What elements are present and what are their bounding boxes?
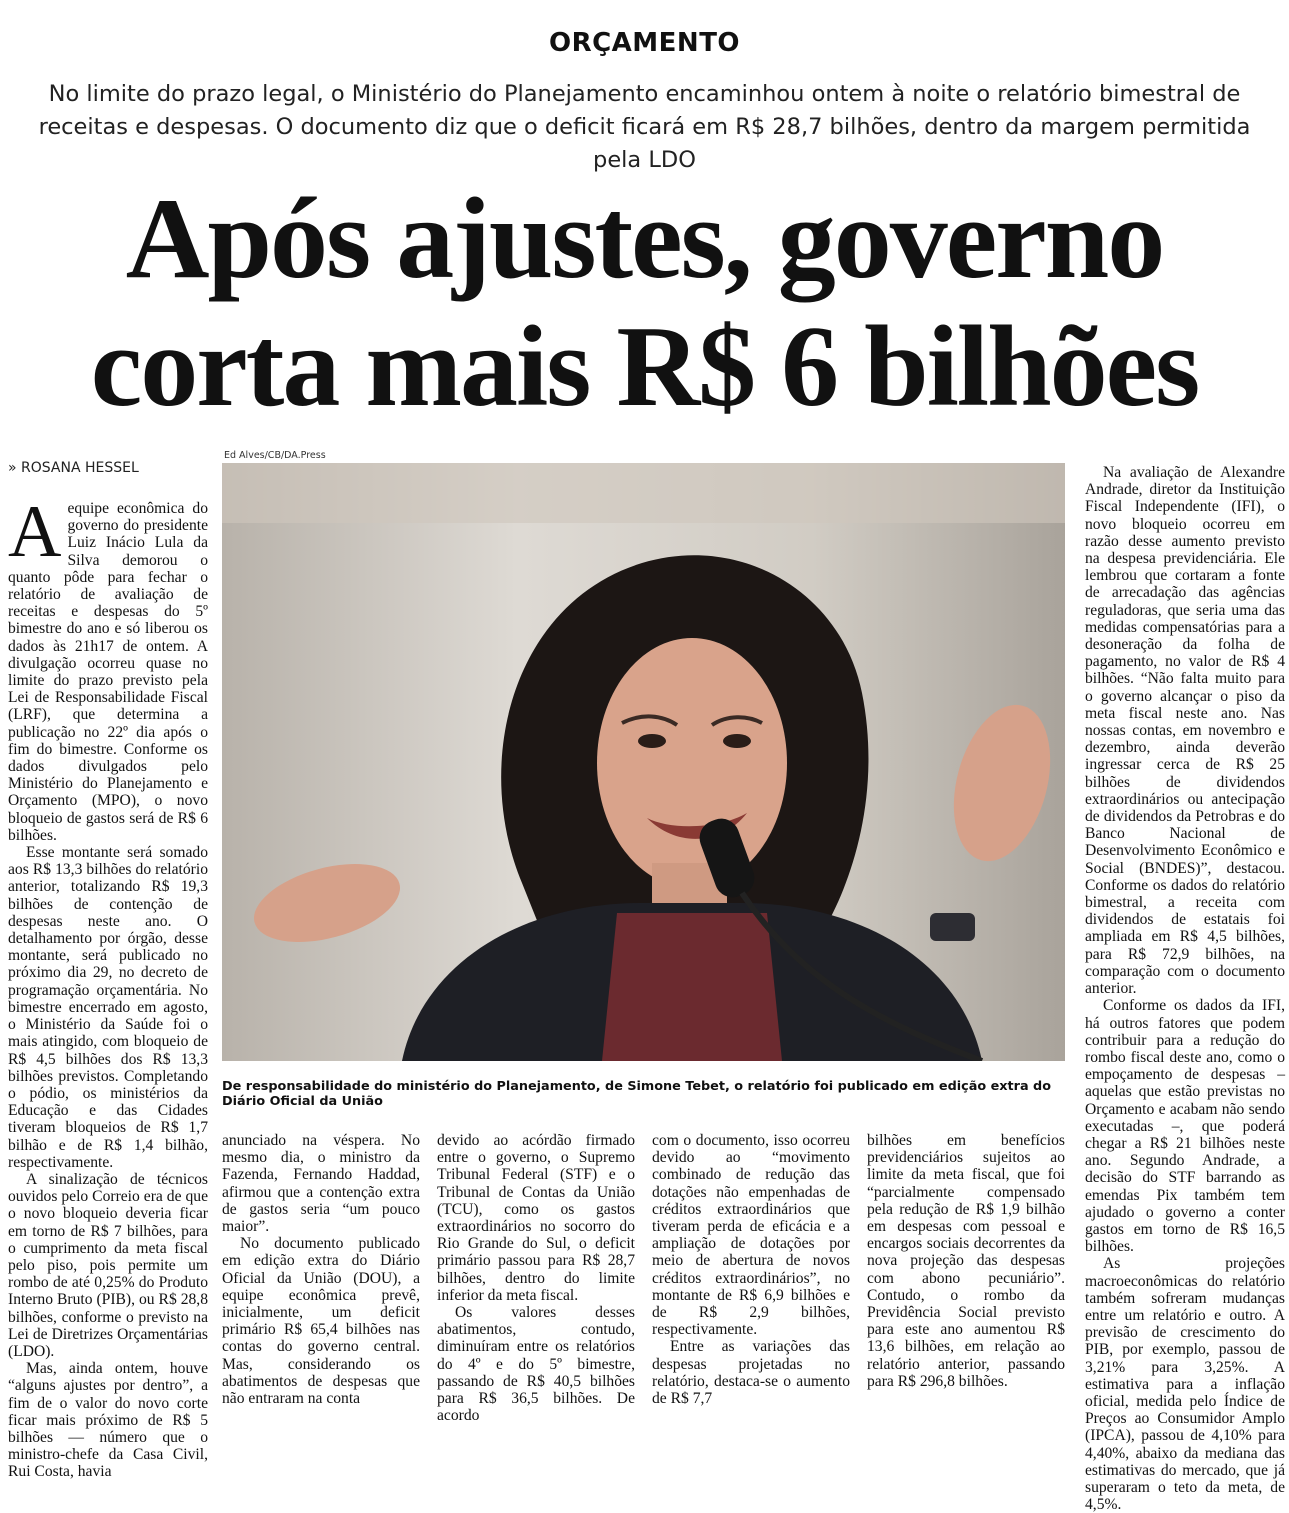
news-photo <box>222 463 1065 1061</box>
section-label: ORÇAMENTO <box>548 28 741 58</box>
headline-line-1: Após ajustes, governo <box>125 175 1164 303</box>
kicker: No limite do prazo legal, o Ministério do Planejamento encaminhou ontem à noite o relatório bimestral de receitas e despesas. O documento diz que o deficit ficará em R$ 28,7 bilhões, dentro da margem permitida pela LDO <box>38 81 1251 173</box>
byline: » ROSANA HESSEL <box>8 460 139 476</box>
paragraph: Mas, ainda ontem, houve “alguns ajustes por dentro”, a fim de o valor do novo corte ficar mais próximo de R$ 5 bilhões — número que o ministro-chefe da Casa Civil, Rui Costa, havia <box>8 1360 208 1481</box>
paragraph: A sinalização de técnicos ouvidos pelo Correio era de que o novo bloqueio deveria ficar em torno de R$ 7 bilhões, para o cumprimento da meta fiscal pelo piso, pois permite um rombo de até 0,25% do Produto Interno Bruto (PIB), ou R$ 28,8 bilhões, conforme o previsto na Lei de Diretrizes Orçamentárias (LDO). <box>8 1170 208 1360</box>
article-column-5 <box>867 1132 1065 1390</box>
paragraph: anunciado na véspera. No mesmo dia, o ministro da Fazenda, Fernando Haddad, afirmou que a contenção extra de gastos seria “um pouco maior”. <box>222 1132 420 1236</box>
paragraph: Aequipe econômica do governo do presidente Luiz Inácio Lula da Silva demorou o quanto pôde para fechar o relatório de avaliação de receitas e despesas do 5º bimestre do ano e só liberou os dados às 21h17 de ontem. A divulgação ocorreu quase no limite do prazo previsto pela Lei de Responsabilidade Fiscal (LRF), que determina a publicação no 22º dia após o fim do bimestre. Conforme os dados divulgados pelo Ministério do Planejamento e Orçamento (MPO), o novo bloqueio de gastos será de R$ 6 bilhões. <box>8 491 208 844</box>
paragraph: Na avaliação de Alexandre Andrade, diretor da Instituição Fiscal Independente (IFI), o novo bloqueio ocorreu em razão desse aumento previsto na despesa previdenciária. Ele lembrou que cortaram a fonte de arrecadação das agências reguladoras, que seria uma das medidas compensatórias para a desoneração da folha de pagamento, no valor de R$ 4 bilhões. “Não falta muito para o governo alcançar o piso da meta fiscal neste ano. Nas nossas contas, em novembro e dezembro, ainda deverão ingressar cerca de R$ 25 bilhões de dividendos extraordinários ou antecipação de dividendos da Petrobras e do Banco Nacional de Desenvolvimento Econômico e Social (BNDES)”, destacou. Conforme os dados do relatório bimestral, a receita com dividendos de estatais foi ampliada em R$ 4,5 bilhões, para R$ 72,9 bilhões, na comparação com o documento anterior. <box>1085 464 1285 998</box>
article-column-1 <box>8 491 208 1481</box>
paragraph: Os valores desses abatimentos, contudo, diminuíram entre os relatórios do 4º e do 5º bimestre, passando de R$ 40,5 bilhões para R$ 36,5 bilhões. De acordo <box>437 1304 635 1425</box>
article-column-4 <box>652 1132 850 1407</box>
headline-line-2: corta mais R$ 6 bilhões <box>90 303 1199 431</box>
paragraph: Conforme os dados da IFI, há outros fatores que podem contribuir para a redução do rombo fiscal deste ano, como o empoçamento de despesas – aquelas que estão previstas no Orçamento e acabam não sendo executadas –, que poderá chegar a R$ 21 bilhões neste ano. Segundo Andrade, a decisão do STF barrando as emendas Pix também tem ajudado o governo a conter gastos em torno de R$ 16,5 bilhões. <box>1085 997 1285 1256</box>
dropcap: A <box>8 491 62 573</box>
photo-credit: Ed Alves/CB/DA.Press <box>224 450 326 461</box>
paragraph: com o documento, isso ocorreu devido ao “movimento combinado de redução das dotações não empenhadas de créditos extraordinários que tiveram perda de eficácia e a ampliação de dotações por meio de abertura de novos créditos extraordinários”, no montante de R$ 6,9 bilhões e de R$ 2,9 bilhões, respectivamente. <box>652 1132 850 1339</box>
paragraph: As projeções macroeconômicas do relatório também sofreram mudanças entre um relatório e outro. A previsão de crescimento do PIB, por exemplo, passou de 3,21% para 3,25%. A estimativa para a inflação oficial, medida pelo Índice de Preços ao Consumidor Amplo (IPCA), passou de 4,10% para 4,40%, abaixo da mediana das estimativas do mercado, que já superaram o teto da meta, de 4,5%. <box>1085 1255 1285 1513</box>
paragraph: No documento publicado em edição extra do Diário Oficial da União (DOU), a equipe econômica prevê, inicialmente, um deficit primário R$ 65,4 bilhões nas contas do governo central. Mas, considerando os abatimentos de despesas que não entraram na conta <box>222 1235 420 1408</box>
paragraph: bilhões em benefícios previdenciários sujeitos ao limite da meta fiscal, que foi “parcialmente compensado pela redução de R$ 1,9 bilhão em despesas com pessoal e encargos sociais decorrentes da nova projeção das despesas com abono pecuniário”. Contudo, o rombo da Previdência Social previsto para este ano aumentou R$ 13,6 bilhões, em relação ao relatório anterior, passando para R$ 296,8 bilhões. <box>867 1132 1065 1390</box>
paragraph: devido ao acórdão firmado entre o governo, o Supremo Tribunal Federal (STF) e o Tribunal de Contas da União (TCU), como os gastos extraordinários no socorro do Rio Grande do Sul, o deficit primário passou para R$ 28,7 bilhões, dentro do limite inferior da meta fiscal. <box>437 1132 635 1304</box>
paragraph: Entre as variações das despesas projetadas no relatório, destaca-se o aumento de R$ 7,7 <box>652 1338 850 1408</box>
headline <box>10 175 1279 431</box>
article-column-2 <box>222 1132 420 1407</box>
article-column-3 <box>437 1132 635 1424</box>
paragraph: Esse montante será somado aos R$ 13,3 bilhões do relatório anterior, totalizando R$ 19,3 bilhões de contenção de despesas neste ano. O detalhamento por órgão, desse montante, será publicado no próximo dia 29, no decreto de programação orçamentária. No bimestre encerrado em agosto, o Ministério da Saúde foi o mais atingido, com bloqueio de R$ 4,5 bilhões dos R$ 13,3 bilhões previstos. Completando o pódio, os ministérios da Educação e das Cidades tiveram bloqueios de R$ 1,7 bilhão e de R$ 1,4 bilhão, respectivamente. <box>8 844 208 1171</box>
photo-illustration <box>222 463 1065 1061</box>
photo-caption: De responsabilidade do ministério do Planejamento, de Simone Tebet, o relatório foi publicado em edição extra do Diário Oficial da União <box>222 1079 1051 1109</box>
